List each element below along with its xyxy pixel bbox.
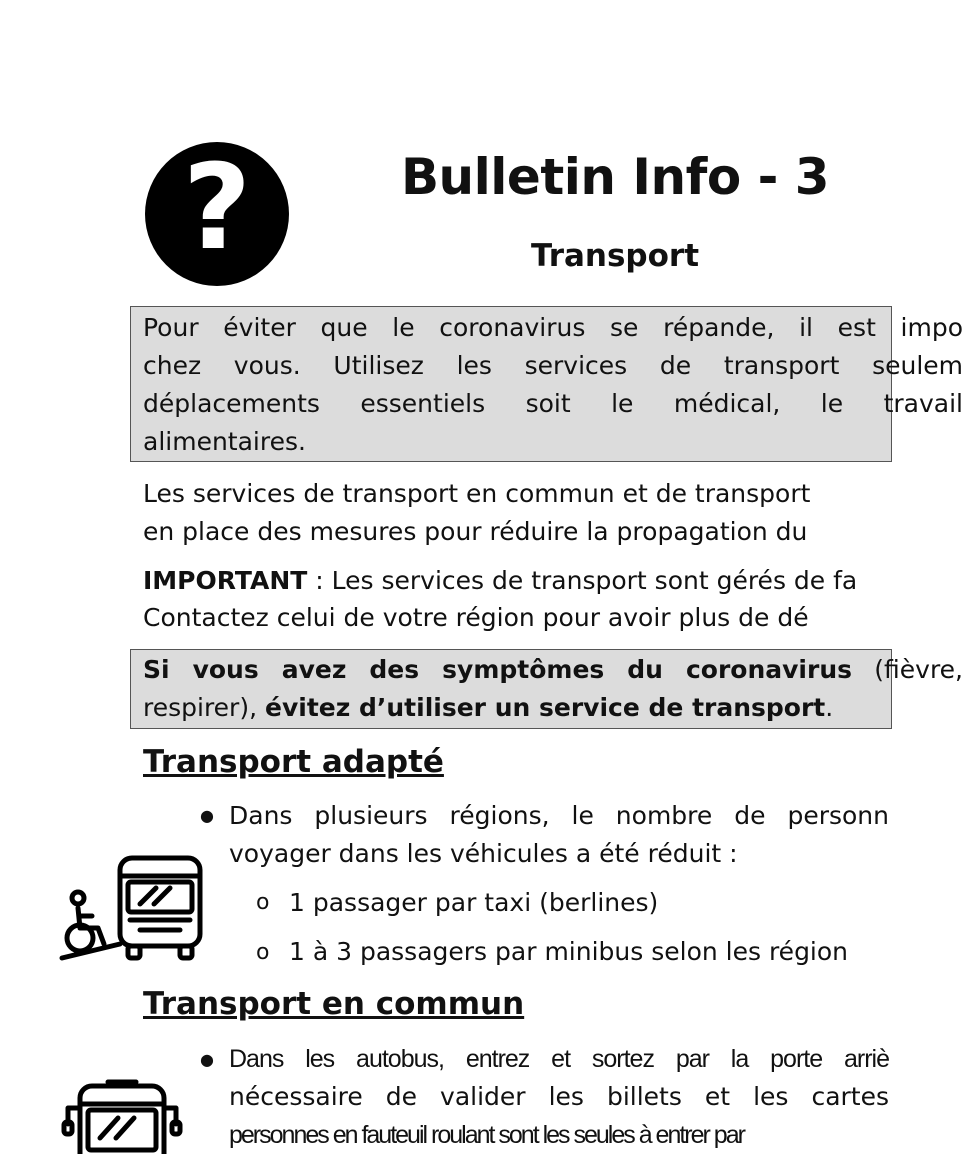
services-line-2: en place des mesures pour réduire la propagation du [143,517,808,546]
important-line-1: IMPORTANT : Les services de transport sont gérés de fa [143,566,858,595]
heading-transport-en-commun: Transport en commun [143,986,525,1022]
bullet-dot: ● [200,1050,214,1069]
adapte-bullet-line-2: voyager dans les véhicules a été réduit : [229,839,738,868]
page-subtitle: Transport [530,238,700,274]
bus-icon [60,1078,182,1140]
adapte-bullet-line-1: Dans plusieurs régions, le nombre de personn [229,801,889,830]
symptoms-line-2: respirer), évitez d’utiliser un service de transport. [143,693,834,722]
commun-bullet-line-2: nécessaire de valider les billets et les cartes [229,1082,889,1111]
intro-line-4: alimentaires. [143,427,306,456]
sub-bullet-circle: o [256,890,270,915]
intro-line-1: Pour éviter que le coronavirus se répande, il est impo [143,313,963,342]
services-line-1: Les services de transport en commun et de transport [143,479,811,508]
intro-line-2: chez vous. Utilisez les services de transport seulem [143,351,963,380]
page-title: Bulletin Info - 3 [400,148,830,206]
question-mark-icon: ? [145,142,289,286]
adapte-sub-item-1: 1 passager par taxi (berlines) [289,888,659,917]
symptoms-line-1: Si vous avez des symptômes du coronavirus (fièvre, [143,655,963,684]
commun-bullet-line-1: Dans les autobus, entrez et sortez par la porte arriè [229,1045,889,1073]
heading-transport-adapte: Transport adapté [143,744,444,780]
adapte-sub-item-2: 1 à 3 passagers par minibus selon les région [289,937,849,966]
important-line-2: Contactez celui de votre région pour avoir plus de dé [143,603,809,632]
wheelchair-bus-icon [58,852,208,964]
important-label: IMPORTANT [143,566,308,595]
commun-bullet-line-3: personnes en fauteuil roulant sont les seules à entrer par [229,1121,744,1149]
bullet-dot: ● [200,806,214,825]
intro-line-3: déplacements essentiels soit le médical, le travail [143,389,963,418]
sub-bullet-circle: o [256,940,270,965]
